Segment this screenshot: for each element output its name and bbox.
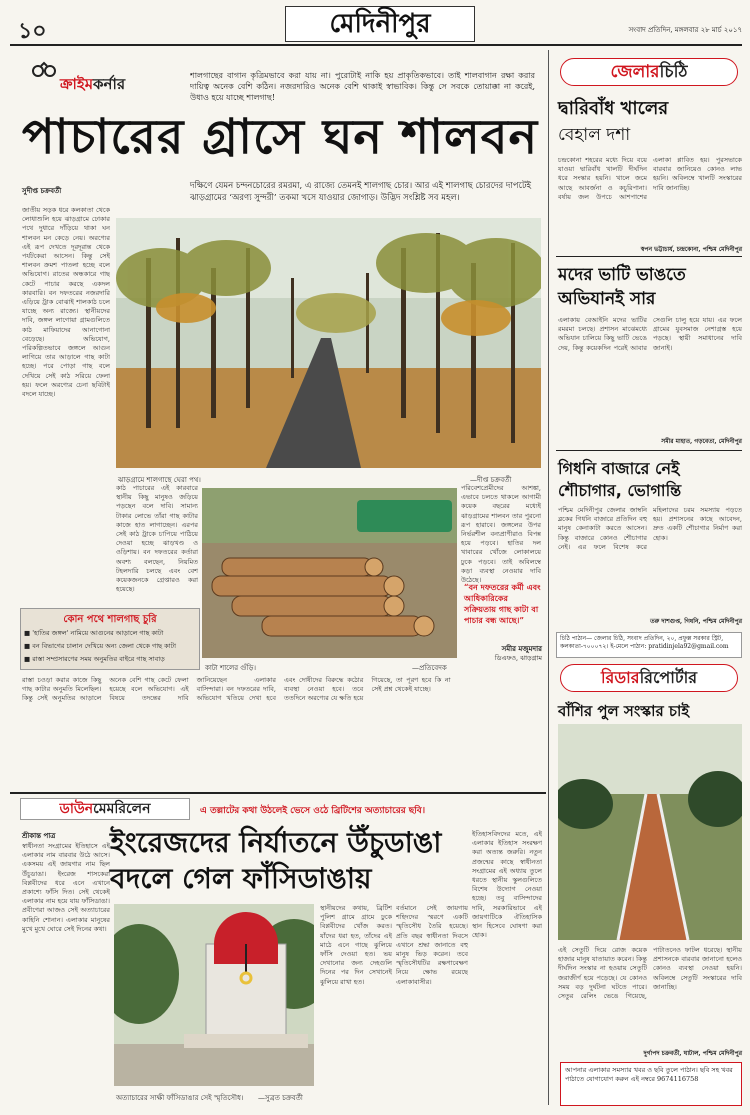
- photo1-credit: —দীপ্ত চক্রবর্তী: [470, 476, 512, 484]
- page-number: ১০: [18, 19, 47, 44]
- memory-label: [20, 798, 190, 820]
- crime-corner-intro: শালগাছের বাগান কৃত্রিমভাবে করা যায় না। পুরোটাই নাকি হয় প্রাকৃতিকভাবে। তাই শালবাগান রক্ষা করার দায়িত্ব অনেক বেশি কঠিন। নজরদারিও অনেক বেশি থাকাই স্বাভাবিক। কিন্তু সে সবকে তোয়াক্কা না করেই, উধাও হয়ে যাচ্ছে শালগাছ!: [190, 71, 535, 102]
- crime-corner-label-dark: কর্নার: [93, 75, 126, 93]
- letter1-headline-line2: বেহাল দশা: [558, 125, 631, 145]
- letter-rule: [556, 450, 742, 451]
- crime-corner-headline: পাচারের গ্রাসে ঘন শালবন: [22, 109, 539, 165]
- letter2-sign: সমীর মাহাত, গড়বেতা, মেদিনীপুর: [661, 438, 742, 445]
- crime-col2: কাঠ পাচারের এই কারবারে স্থানীয় কিছু মানুষও জড়িয়ে পড়ছেন বলে দাবি। সামান্য টাকার লোভে তাঁরা গাছ কাটার কাজে হাত লাগাচ্ছেন। এরপর সেই কাঠ ট্রাকে চাপিয়ে পাঠিয়ে দেওয়া হচ্ছে ঝাড়খণ্ড ও ওড়িশায়। বন দফতরের কর্তারা অবশ্য বলছেন, নিয়মিত টহলদারি চলছে এবং বেশ কয়েকজনকে গ্রেপ্তারও করা হয়েছে।: [116, 484, 198, 594]
- letter3-sign: তরু দাশগুপ্ত, গিধনি, পশ্চিম মেদিনীপুর: [650, 618, 742, 625]
- masthead-rule: [10, 44, 742, 46]
- district-label: [560, 58, 738, 86]
- memory-label-dark: মেমরিলেন: [93, 801, 151, 817]
- memory-headline-line2: বদলে গেল ফাঁসিডাঙায়: [110, 862, 372, 895]
- cut-logs-photo: [202, 488, 457, 658]
- district-label-dark: চিঠি: [659, 62, 688, 82]
- theft-method-item: ■ 'হাতির জঙ্গল' নামিয়ে আগুনের আড়ালে গাছ কাটা: [24, 629, 164, 637]
- memorial-photo: [114, 904, 314, 1086]
- reader-text: এই সেতুটি দিয়ে রোজ কয়েক হাজার মানুষ যাতায়াত করেন। কিন্তু দীর্ঘদিন সংস্কার না হওয়ায় সেতুটি জরাজীর্ণ হয়ে পড়েছে। যে কোনও সময় বড় দুর্ঘটনা ঘটতে পারে। সেতুর রেলিং ভেঙে গিয়েছে, পাটাতনেও ফাটল ধরেছে। স্থানীয় প্রশাসনকে বারবার জানানো হলেও কোনও ব্যবস্থা নেওয়া হয়নি। অবিলম্বে সেতুটি সংস্কারের দাবি জানাচ্ছি।: [558, 946, 742, 1001]
- theft-method-item-text: বন বিভাগের চালান দেখিয়ে অন্য জেলা থেকে গাছ কাটা: [32, 642, 177, 650]
- crime-corner-label-red: ক্রাইম: [60, 75, 94, 93]
- crime-col3: পরিবেশপ্রেমীদের আশঙ্কা, এভাবে চলতে থাকলে আগামী কয়েক বছরের মধ্যেই ঝাড়গ্রামের শালবন তার পুরনো রূপ হারাবে। জঙ্গলের উপর নির্ভরশীল বন্যপ্রাণীরাও বিপন্ন হয়ে পড়বে। হাতির দল খাবারের খোঁজে লোকালয়ে ঢুকে পড়বে। তাই অবিলম্বে কড়া ব্যবস্থা নেওয়ার দাবি উঠেছে।: [461, 484, 541, 584]
- letter2-headline-line2: অভিযানই সার: [558, 289, 656, 309]
- letter2-text: এলাকায় বেআইনি মদের ভাটির রমরমা চলছে। প্রশাসন মাঝেমধ্যে অভিযান চালিয়ে কিছু ভাটি ভেঙে দেয়, কিন্তু কয়েকদিন পরেই আবার সেগুলি চালু হয়ে যায়। এর ফলে গ্রামের যুবসমাজ নেশাগ্রস্ত হয়ে পড়ছে। স্থায়ী সমাধানের দাবি জানাই।: [558, 316, 742, 352]
- letter3-headline-line2: শৌচাগার, ভোগান্তি: [558, 481, 682, 500]
- photo1-caption: ঝাড়গ্রামে শালগাছে ঘেরা পথ।: [118, 476, 201, 484]
- crime-bottom-text: রাস্তা চওড়া করার কাজে কিছু গাছ কাটার অনুমতি মিলেছিল। কিন্তু সেই অনুমতির আড়ালে অনেক বেশি গাছ কেটে ফেলা হয়েছে বলে অভিযোগ। এই বিষয়ে তদন্তের দাবি জানিয়েছেন এলাকার বাসিন্দারা। বন দফতরের দাবি, অভিযোগ খতিয়ে দেখা হবে এবং দোষীদের বিরুদ্ধে কঠোর ব্যবস্থা নেওয়া হবে। তবে ততদিনে অরণ্যের যে ক্ষতি হয়ে গিয়েছে, তা পূরণ হবে কি না সেই প্রশ্ন থেকেই যাচ্ছে।: [22, 676, 451, 703]
- reader-label: [560, 664, 738, 692]
- reader-headline: বাঁশির পুল সংস্কার চাই: [558, 702, 690, 720]
- theft-methods-title: কোন পথে শালগাছ চুরি: [63, 614, 157, 625]
- crime-quote: “বন দফতরের কর্মী এবং আধিকারিকের সক্রিয়তায় গাছ কাটা বা পাচার বন্ধ আছে।”: [464, 582, 541, 625]
- letter3-headline-line1: গিধনি বাজারে নেই: [558, 459, 680, 478]
- reader-label-dark: রিপোর্টার: [639, 668, 698, 687]
- crime-corner-label: [60, 73, 125, 98]
- handcuffs-icon: [32, 60, 56, 78]
- crime-byline: সুদীপ্ত চক্রবর্তী: [22, 186, 62, 195]
- forest-road-photo: [116, 218, 541, 468]
- memory-col4: ইতিহাসবিদদের মতে, এই এলাকার ইতিহাস সংরক্ষণ করা অত্যন্ত জরুরি। নতুন প্রজন্মের কাছে স্বাধীনতা সংগ্রামের এই অধ্যায় তুলে ধরতে স্থানীয় স্কুলগুলিতে বিশেষ উদ্যোগ নেওয়া হচ্ছে। তবু বাসিন্দাদের দাবি, সরকারিভাবে এই জায়গাটিকে ঐতিহাসিক স্থান হিসেবে ঘোষণা করা হোক।: [472, 830, 542, 940]
- memory-headline-line1: ইংরেজদের নির্যাতনে উঁচুডাঙা: [110, 826, 442, 859]
- photo2-credit: —প্রতিবেদক: [412, 664, 447, 672]
- district-label-red: জেলার: [610, 62, 660, 82]
- memory-tagline: এ তল্লাটের কথা উঠলেই ভেসে ওঠে ব্রিটিশের অত্যাচারের ছবি।: [200, 806, 426, 816]
- crime-quote-name: সমীর মজুমদার: [501, 644, 542, 653]
- memory-label-red: ডাউন: [59, 801, 94, 817]
- crime-quote-role: ডিএফও, ঝাড়গ্রাম: [494, 654, 542, 662]
- memory-col1: স্বাধীনতা সংগ্রামের ইতিহাসে এই এলাকার নাম বারবার উঠে আসে। একসময় এই জায়গার নাম ছিল উঁচুডাঙা। ইংরেজ শাসকেরা বিপ্লবীদের ধরে এনে এখানে প্রকাশ্যে ফাঁসি দিত। সেই থেকেই এলাকার নাম হয়ে যায় ফাঁসিডাঙা। প্রবীণেরা আজও সেই অত্যাচারের কাহিনি শোনান। এলাকার মানুষের মুখে মুখে ঘোরে সেই দিনের কথা।: [22, 842, 110, 933]
- column-rule: [548, 50, 549, 1105]
- memorial-caption: অত্যাচারের সাক্ষী ফাঁসিডাঙার সেই স্মৃতিসৌধ।: [116, 1094, 244, 1102]
- memory-col3: বর্তমানে সেই জায়গায় শহিদদের স্মরণে একটি স্মৃতিসৌধ তৈরি হয়েছে। প্রতি বছর স্বাধীনতা দিবসে এখানে শ্রদ্ধা জানাতে বহু মানুষ ভিড় করেন। তবে স্মৃতিসৌধটির রক্ষণাবেক্ষণ নিয়ে ক্ষোভ রয়েছে এলাকাবাসীর।: [396, 904, 468, 986]
- reader-sign: দুর্গাপদ চক্রবর্তী, ঘাটাল, পশ্চিম মেদিনীপুর: [643, 1050, 742, 1057]
- crime-subhead: দক্ষিণে যেমন চন্দনচোরের রমরমা, এ রাজ্যে তেমনই শালগাছ চোর। আর এই শালগাছ চোরদের দাপটেই ঝাড়গ্রামের ‘অরণ্য সুন্দরী’ তকমা খসে যাওয়ার জোগাড়। উদ্ভিদ সংশ্লিষ্ট সব মহল।: [190, 181, 532, 203]
- letter1-headline-line1: দ্বারিবাঁধ খালের: [558, 98, 669, 119]
- section-rule: [10, 792, 546, 794]
- letter3-text: পশ্চিম মেদিনীপুর জেলার জাম্বনি ব্লকের গিধনি বাজারে প্রতিদিন বহু মানুষ কেনাকাটা করতে আসেন। কিন্তু বাজারে কোনও শৌচাগার নেই। এর ফলে বিশেষ করে মহিলাদের চরম সমস্যায় পড়তে হয়। প্রশাসনের কাছে আবেদন, দ্রুত একটি শৌচাগার নির্মাণ করা হোক।: [558, 506, 742, 551]
- photo2-caption: কাটা শালের গুঁড়ি।: [205, 664, 256, 672]
- letter1-sign: স্বপন ভট্টাচার্য, চন্দ্রকোনা, পশ্চিম মেদিনীপুর: [640, 246, 742, 253]
- bridge-photo: [558, 724, 742, 940]
- issue-line: সংবাদ প্রতিদিন, মঙ্গলবার ২৮ মার্চ ২০১৭: [628, 26, 742, 34]
- theft-method-item: ■ রাস্তা সম্প্রসারণের সময় অনুমতির বাইরে গাছ সাবাড়: [24, 655, 165, 663]
- letter-rule: [556, 256, 742, 257]
- reader-label-red: রিডার: [600, 668, 640, 687]
- section-title: মেদিনীপুর: [329, 9, 431, 39]
- reader-footer-box: আপনার এলাকার সমস্যার খবর ও ছবি তুলে পাঠান। ছবি সহ খবর পাঠাতে যোগাযোগ করুন এই নম্বরে 9674116758: [560, 1062, 742, 1106]
- theft-method-item-text: রাস্তা সম্প্রসারণের সময় অনুমতির বাইরে গাছ সাবাড়: [32, 655, 165, 663]
- theft-method-item-text: 'হাতির জঙ্গল' নামিয়ে আগুনের আড়ালে গাছ কাটা: [32, 629, 164, 637]
- crime-col1: জাতীয় সড়ক ধরে কলকাতা থেকে লোধাশুলি হয়ে ঝাড়গ্রামে ঢোকার পথে দুধারে দাঁড়িয়ে থাকা ঘন শালবন মন কেড়ে নেয়। অরণ্যের এই রূপ দেখতে দূরদূরান্ত থেকে পর্যটকেরা আসেন। কিন্তু সেই শালবন ক্রমশ পাতলা হচ্ছে বলে অভিযোগ। রাতের অন্ধকারে গাছ কেটে পাচার করছে একদল কারবারি। বন দফতরের নজরদারি এড়িয়ে ট্রাক বোঝাই শালকাঠ চলে যাচ্ছে অন্য রাজ্যে। স্থানীয়দের দাবি, জঙ্গল লাগোয়া গ্রামগুলিতে কাঠ মাফিয়াদের আনাগোনা বেড়েছে। অভিযোগ, পরিকল্পিতভাবে জঙ্গলে আগুন লাগিয়ে তার আড়ালে গাছ কাটা হচ্ছে। পরে পোড়া গাছ বলে দেখিয়ে সেই কাঠ সরিয়ে ফেলা হয়। ফলে অরণ্যের চেনা ছবিটাই বদলে যাচ্ছে।: [22, 206, 110, 399]
- letter2-headline-line1: মদের ভাটি ভাঙতে: [558, 265, 686, 285]
- letters-contact-box: চিঠি পাঠান— জেলার চিঠি, সংবাদ প্রতিদিন, ২০, প্রফুল্ল সরকার স্ট্রিট, কলকাতা-৭০০০৭২। ই-মেলে পাঠান: pratidinjela92@gmail.com: [556, 632, 742, 658]
- memorial-credit: —সুব্রত চক্রবর্তী: [258, 1094, 303, 1102]
- letter1-text: চন্দ্রকোনা শহরের মধ্যে দিয়ে বয়ে যাওয়া দ্বারিবাঁধ খালটি দীর্ঘদিন ধরে সংস্কার হয়নি। খালে জমে আছে আবর্জনা ও কচুরিপানা। বর্ষায় জল উপচে আশপাশের এলাকা প্লাবিত হয়। পুরসভাকে বারবার জানিয়েও কোনও লাভ হয়নি। অবিলম্বে খালটি সংস্কারের দাবি জানাচ্ছি।: [558, 156, 742, 201]
- memory-byline: শ্রীকান্ত পাত্র: [22, 831, 56, 840]
- theft-method-item: ■ বন বিভাগের চালান দেখিয়ে অন্য জেলা থেকে গাছ কাটা: [24, 642, 177, 650]
- memory-col2: স্থানীয়দের কথায়, ব্রিটিশ পুলিশ গ্রামে গ্রামে ঢুকে বিপ্লবীদের খোঁজ করত। যাঁদের ধরা হত, তাঁদের এই মাঠে এনে গাছে ঝুলিয়ে ফাঁসি দেওয়া হত। ভয় দেখানোর জন্য দেহগুলি দিনের পর দিন সেখানেই ঝুলিয়ে রাখা হত।: [320, 904, 392, 986]
